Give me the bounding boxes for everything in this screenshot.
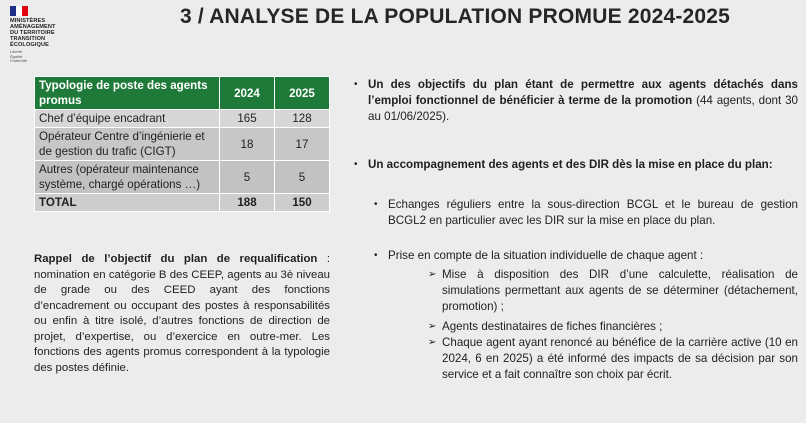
arrow-icon: ➢ bbox=[428, 337, 437, 348]
row-value-2025: 5 bbox=[275, 161, 330, 194]
arrow-item bbox=[428, 267, 798, 315]
arrow-text: Mise à disposition des DIR d’une calculette, réalisation de simulations permettant aux agents de se déterminer (détachement, promotion) ; bbox=[442, 268, 798, 313]
row-value-2025: 128 bbox=[275, 110, 330, 128]
table-total-row bbox=[35, 194, 330, 212]
bullet2-bold: Un accompagnement des agents et des DIR dès la mise en place du plan: bbox=[368, 158, 773, 171]
logo-motto: Liberté Égalité Fraternité bbox=[10, 49, 28, 64]
arrow-icon: ➢ bbox=[428, 321, 437, 332]
table-row bbox=[35, 128, 330, 161]
sub1-text: Echanges réguliers entre la sous-direction BCGL et le bureau de gestion BCGL2 en particulier avec les DIR sur la mise en place du plan. bbox=[388, 198, 798, 227]
bullet-objective bbox=[354, 77, 798, 125]
total-2025: 150 bbox=[275, 194, 330, 212]
bullet1-rest: (44 agents, dont 30 au 01/06/2025). bbox=[368, 94, 798, 123]
recall-heading: Rappel de l’objectif du plan de requalification bbox=[34, 253, 318, 265]
sub-bullet-individual bbox=[374, 248, 798, 264]
bullet-icon: • bbox=[354, 79, 358, 90]
row-value-2024: 5 bbox=[220, 161, 275, 194]
population-table bbox=[34, 76, 330, 212]
logo-text: MINISTÈRES AMÉNAGEMENT DU TERRITOIRE TRANSITION ÉCOLOGIQUE bbox=[10, 18, 56, 48]
arrow-text: Agents destinataires de fiches financières ; bbox=[442, 320, 663, 333]
table-header-row bbox=[35, 77, 330, 110]
table-header-2024: 2024 bbox=[220, 77, 275, 110]
bullet-support bbox=[354, 157, 798, 173]
row-value-2024: 18 bbox=[220, 128, 275, 161]
slide-title: 3 / ANALYSE DE LA POPULATION PROMUE 2024-2025 bbox=[179, 5, 731, 28]
sub-bullet-exchanges bbox=[374, 197, 798, 229]
row-value-2024: 165 bbox=[220, 110, 275, 128]
arrow-item bbox=[428, 319, 798, 335]
row-value-2025: 17 bbox=[275, 128, 330, 161]
french-flag-icon bbox=[10, 6, 28, 16]
row-label: Autres (opérateur maintenance système, chargé opérations …) bbox=[35, 161, 220, 194]
bullet-icon: • bbox=[374, 250, 378, 261]
bullet-icon: • bbox=[374, 199, 378, 210]
ministry-logo bbox=[10, 6, 70, 64]
arrow-icon: ➢ bbox=[428, 269, 437, 280]
bullet1-bold: Un des objectifs du plan étant de permettre aux agents détachés dans l’emploi fonctionnel de bénéficier à terme de la promotion bbox=[368, 78, 798, 107]
sub2-text: Prise en compte de la situation individuelle de chaque agent : bbox=[388, 249, 704, 262]
row-label: Chef d’équipe encadrant bbox=[35, 110, 220, 128]
arrow-item bbox=[428, 335, 798, 383]
bullet-icon: • bbox=[354, 159, 358, 170]
total-2024: 188 bbox=[220, 194, 275, 212]
table-header-2025: 2025 bbox=[275, 77, 330, 110]
table-row bbox=[35, 110, 330, 128]
table-row bbox=[35, 161, 330, 194]
total-label: TOTAL bbox=[35, 194, 220, 212]
arrow-text: Chaque agent ayant renoncé au bénéfice de la carrière active (10 en 2024, 6 en 2025) a été informé des impacts de sa décision par son service et a fait connaître son choix par écrit. bbox=[442, 336, 798, 381]
recall-body: : nomination en catégorie B des CEEP, agents au 3è niveau de grade ou des CEED ayant des fonctions d’encadrement ou occupant des postes à responsabilités ou enfin à titre isolé, d’autres fonctions de direction de projet, d’expertise, ou d’exercice en outre-mer. Les fonctions des agents promus correspondent à la typologie des postes définie. bbox=[34, 253, 330, 374]
table-header-typology: Typologie de poste des agents promus bbox=[35, 77, 220, 110]
recall-paragraph bbox=[34, 252, 330, 376]
row-label: Opérateur Centre d’ingénierie et de gestion du trafic (CIGT) bbox=[35, 128, 220, 161]
